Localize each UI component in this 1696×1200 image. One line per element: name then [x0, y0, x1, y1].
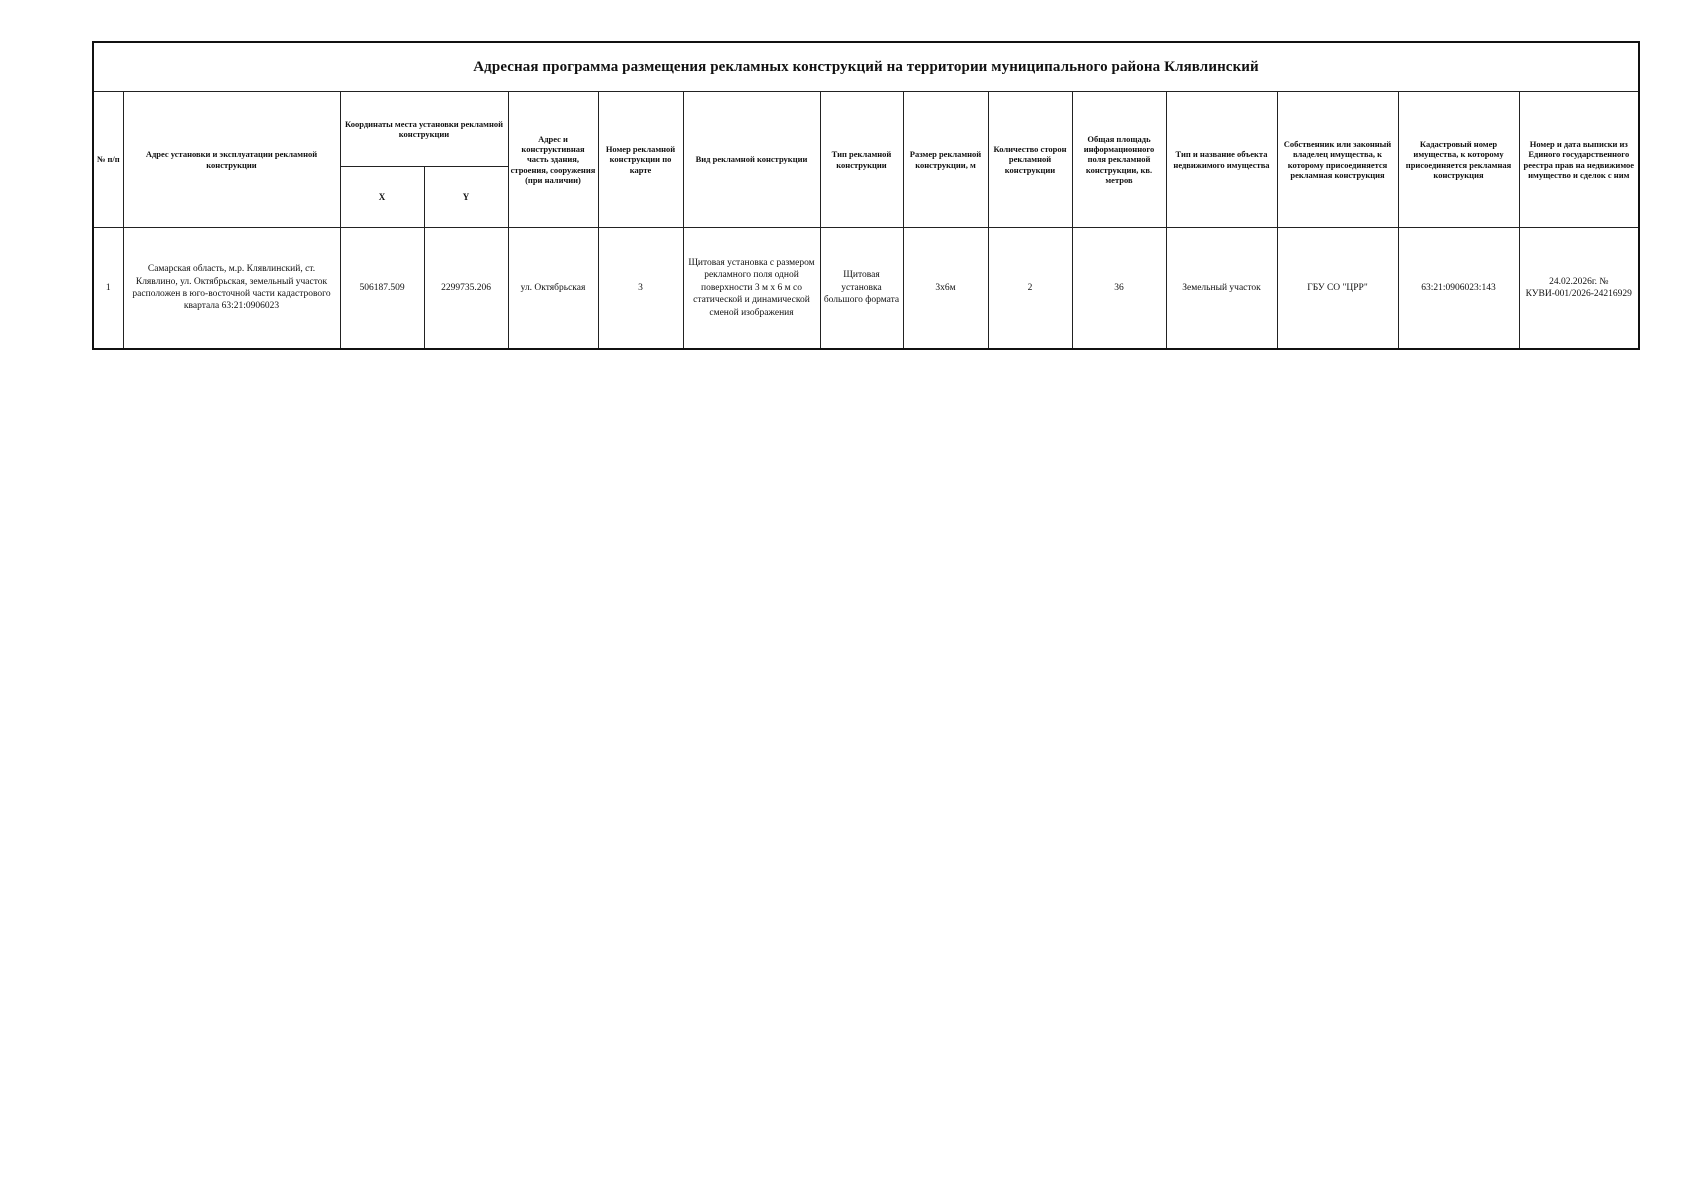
cell-kind: Щитовая установка с размером рекламного поля одной поверхности 3 м х 6 м со статической и динамической сменой изображения: [683, 228, 820, 350]
table-row: [93, 228, 1639, 350]
cell-coord-y: 2299735.206: [424, 228, 508, 350]
header-num: № п/п: [93, 92, 123, 228]
cell-owner: ГБУ СО "ЦРР": [1277, 228, 1398, 350]
cell-map-number: 3: [598, 228, 683, 350]
cell-size: 3х6м: [903, 228, 988, 350]
cell-property-type: Земельный участок: [1166, 228, 1277, 350]
header-area: Общая площадь информационного поля рекламной конструкции, кв. метров: [1072, 92, 1166, 228]
cell-coord-x: 506187.509: [340, 228, 424, 350]
header-coord-y: Y: [424, 167, 508, 228]
header-coords: Координаты места установки рекламной конструкции: [340, 92, 508, 167]
header-coord-x: X: [340, 167, 424, 228]
header-address: Адрес установки и эксплуатации рекламной конструкции: [123, 92, 340, 228]
cell-type: Щитовая установка большого формата: [820, 228, 903, 350]
header-type: Тип рекламной конструкции: [820, 92, 903, 228]
header-kind: Вид рекламной конструкции: [683, 92, 820, 228]
header-egrn: Номер и дата выписки из Единого государственного реестра прав на недвижимое имущество и сделок с ним: [1519, 92, 1639, 228]
header-building: Адрес и конструктивная часть здания, строения, сооружения (при наличии): [508, 92, 598, 228]
advertising-program-table: [92, 41, 1640, 350]
header-sides: Количество сторон рекламной конструкции: [988, 92, 1072, 228]
cell-num: 1: [93, 228, 123, 350]
header-cadastral: Кадастровый номер имущества, к которому присоединяется рекламная конструкция: [1398, 92, 1519, 228]
header-owner: Собственник или законный владелец имущества, к которому присоединяется рекламная конструкция: [1277, 92, 1398, 228]
header-map-number: Номер рекламной конструкции по карте: [598, 92, 683, 228]
header-size: Размер рекламной конструкции, м: [903, 92, 988, 228]
cell-egrn: 24.02.2026г. № КУВИ-001/2026-24216929: [1519, 228, 1639, 350]
header-property-type: Тип и название объекта недвижимого имущества: [1166, 92, 1277, 228]
cell-cadastral: 63:21:0906023:143: [1398, 228, 1519, 350]
cell-address: Самарская область, м.р. Клявлинский, ст. Клявлино, ул. Октябрьская, земельный участок расположен в юго-восточной части кадастрового квартала 63:21:0906023: [123, 228, 340, 350]
cell-area: 36: [1072, 228, 1166, 350]
cell-sides: 2: [988, 228, 1072, 350]
page-title: Адресная программа размещения рекламных конструкций на территории муниципального района Клявлинский: [93, 42, 1639, 92]
cell-building: ул. Октябрьская: [508, 228, 598, 350]
